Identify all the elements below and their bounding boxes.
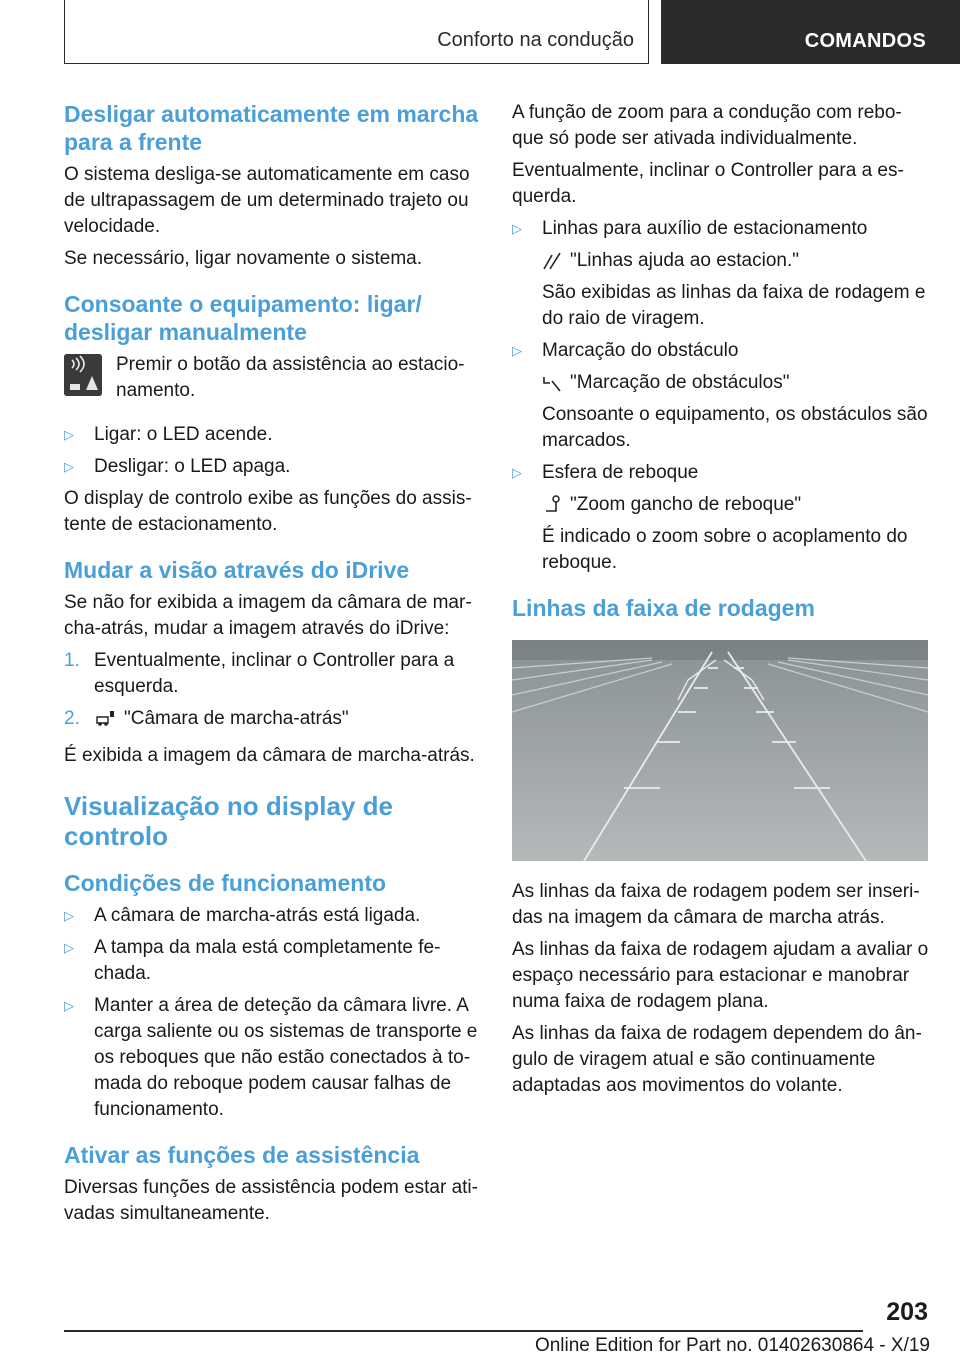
heading-auto-off: Desligar automaticamente em marcha para a frente xyxy=(64,101,479,155)
paragraph-lanes-3: As linhas da faixa de rodagem dependem do ân- gulo de viragem atual e são continuamente adaptadas aos movimentos do volante. xyxy=(512,1023,922,1096)
paragraph-auto-off-1: O sistema desliga-se automaticamente em caso de ultrapassagem de um determinado trajeto ou velocidade. xyxy=(64,164,470,237)
paragraph-lanes-2: As linhas da faixa de rodagem ajudam a avaliar o espaço necessário para estacionar e manobrar numa faixa de rodagem plana. xyxy=(512,939,929,1012)
paragraph-button: Premir o botão da assistência ao estacio- namento. xyxy=(116,354,465,401)
button-instruction xyxy=(64,352,479,404)
paragraph-tilt: Eventualmente, inclinar o Controller para a es- querda. xyxy=(512,160,904,207)
bullet-triangle-icon: ▷ xyxy=(64,998,74,1013)
heading-display: Visualização no display de controlo xyxy=(64,791,393,851)
paragraph-activate: Diversas funções de assistência podem estar ati- vadas simultaneamente. xyxy=(64,1177,478,1224)
bullet-triangle-icon: ▷ xyxy=(64,427,74,442)
menu-item-obstacle: "Marcação de obstáculos" xyxy=(512,370,930,396)
bullet-triangle-icon: ▷ xyxy=(512,221,522,236)
paragraph-lines-desc: São exibidas as linhas da faixa de rodagem e do raio de viragem. xyxy=(542,282,926,329)
numbered-item: 2. "Câmara de marcha-atrás" xyxy=(64,708,349,729)
header-section-box xyxy=(64,0,649,64)
paragraph-shown: É exibida a imagem da câmara de marcha-atrás. xyxy=(64,745,475,766)
paragraph-obstacle-desc: Consoante o equipamento, os obstáculos são marcados. xyxy=(542,404,928,451)
bullet-triangle-icon: ▷ xyxy=(512,465,522,480)
paragraph-hitch-desc: É indicado o zoom sobre o acoplamento do reboque. xyxy=(542,526,908,573)
lane-lines-image xyxy=(512,640,928,861)
list-item: ▷ Linhas para auxílio de estacionamento xyxy=(512,216,930,242)
heading-lanes: Linhas da faixa de rodagem xyxy=(512,595,815,621)
parking-lines-icon xyxy=(542,251,562,271)
paragraph-lanes-1: As linhas da faixa de rodagem podem ser inseri- das na imagem da câmara de marcha atrás. xyxy=(512,881,920,928)
list-item: ▷ A câmara de marcha-atrás está ligada. xyxy=(64,903,479,929)
footer-edition: Online Edition for Part no. 01402630864 - X/19 xyxy=(534,1335,930,1356)
menu-item-lines: "Linhas ajuda ao estacion." xyxy=(512,248,930,274)
park-assist-button-icon xyxy=(64,354,102,396)
heading-idrive: Mudar a visão através do iDrive xyxy=(64,557,410,583)
heading-activate: Ativar as funções de assistência xyxy=(64,1142,420,1168)
right-column xyxy=(512,100,930,1099)
list-item: ▷ Desligar: o LED apaga. xyxy=(64,454,479,480)
left-column xyxy=(64,100,479,1227)
bullet-triangle-icon: ▷ xyxy=(512,343,522,358)
paragraph-zoom: A função de zoom para a condução com rebo- que só pode ser ativada individualmente. xyxy=(512,102,902,149)
paragraph-idrive: Se não for exibida a imagem da câmara de mar- cha-atrás, mudar a imagem através do iDrive: xyxy=(64,592,472,639)
list-item: ▷ Manter a área de deteção da câmara livre. A carga saliente ou os sistemas de transporte e os reboques que não estão conectados à to- mada do reboque podem causar falhas de funcionamento. xyxy=(64,995,478,1120)
obstacle-marking-icon xyxy=(542,373,562,393)
page-number: 203 xyxy=(886,1298,928,1326)
list-item: ▷ Marcação do obstáculo xyxy=(512,338,930,364)
menu-item-hitch: "Zoom gancho de reboque" xyxy=(512,492,930,518)
bullet-triangle-icon: ▷ xyxy=(64,940,74,955)
header-chapter-title: COMANDOS xyxy=(804,30,926,52)
footer-divider xyxy=(64,1330,863,1332)
rear-camera-icon xyxy=(94,709,116,729)
list-item: ▷ Ligar: o LED acende. xyxy=(64,422,479,448)
list-item: ▷ A tampa da mala está completamente fe- chada. xyxy=(64,937,441,984)
numbered-item: 1. Eventualmente, inclinar o Controller para a esquerda. xyxy=(64,650,455,697)
list-item: ▷ Esfera de reboque xyxy=(512,460,930,486)
tow-hitch-icon xyxy=(542,495,562,515)
bullet-triangle-icon: ▷ xyxy=(64,908,74,923)
heading-manual: Consoante o equipamento: ligar/ desligar manualmente xyxy=(64,291,422,345)
header-section-title: Conforto na condução xyxy=(437,29,634,51)
paragraph-display: O display de controlo exibe as funções do assis- tente de estacionamento. xyxy=(64,488,472,535)
bullet-triangle-icon: ▷ xyxy=(64,459,74,474)
heading-conditions: Condições de funcionamento xyxy=(64,870,387,896)
paragraph-auto-off-2: Se necessário, ligar novamente o sistema. xyxy=(64,248,423,269)
header-chapter-box xyxy=(661,0,960,64)
